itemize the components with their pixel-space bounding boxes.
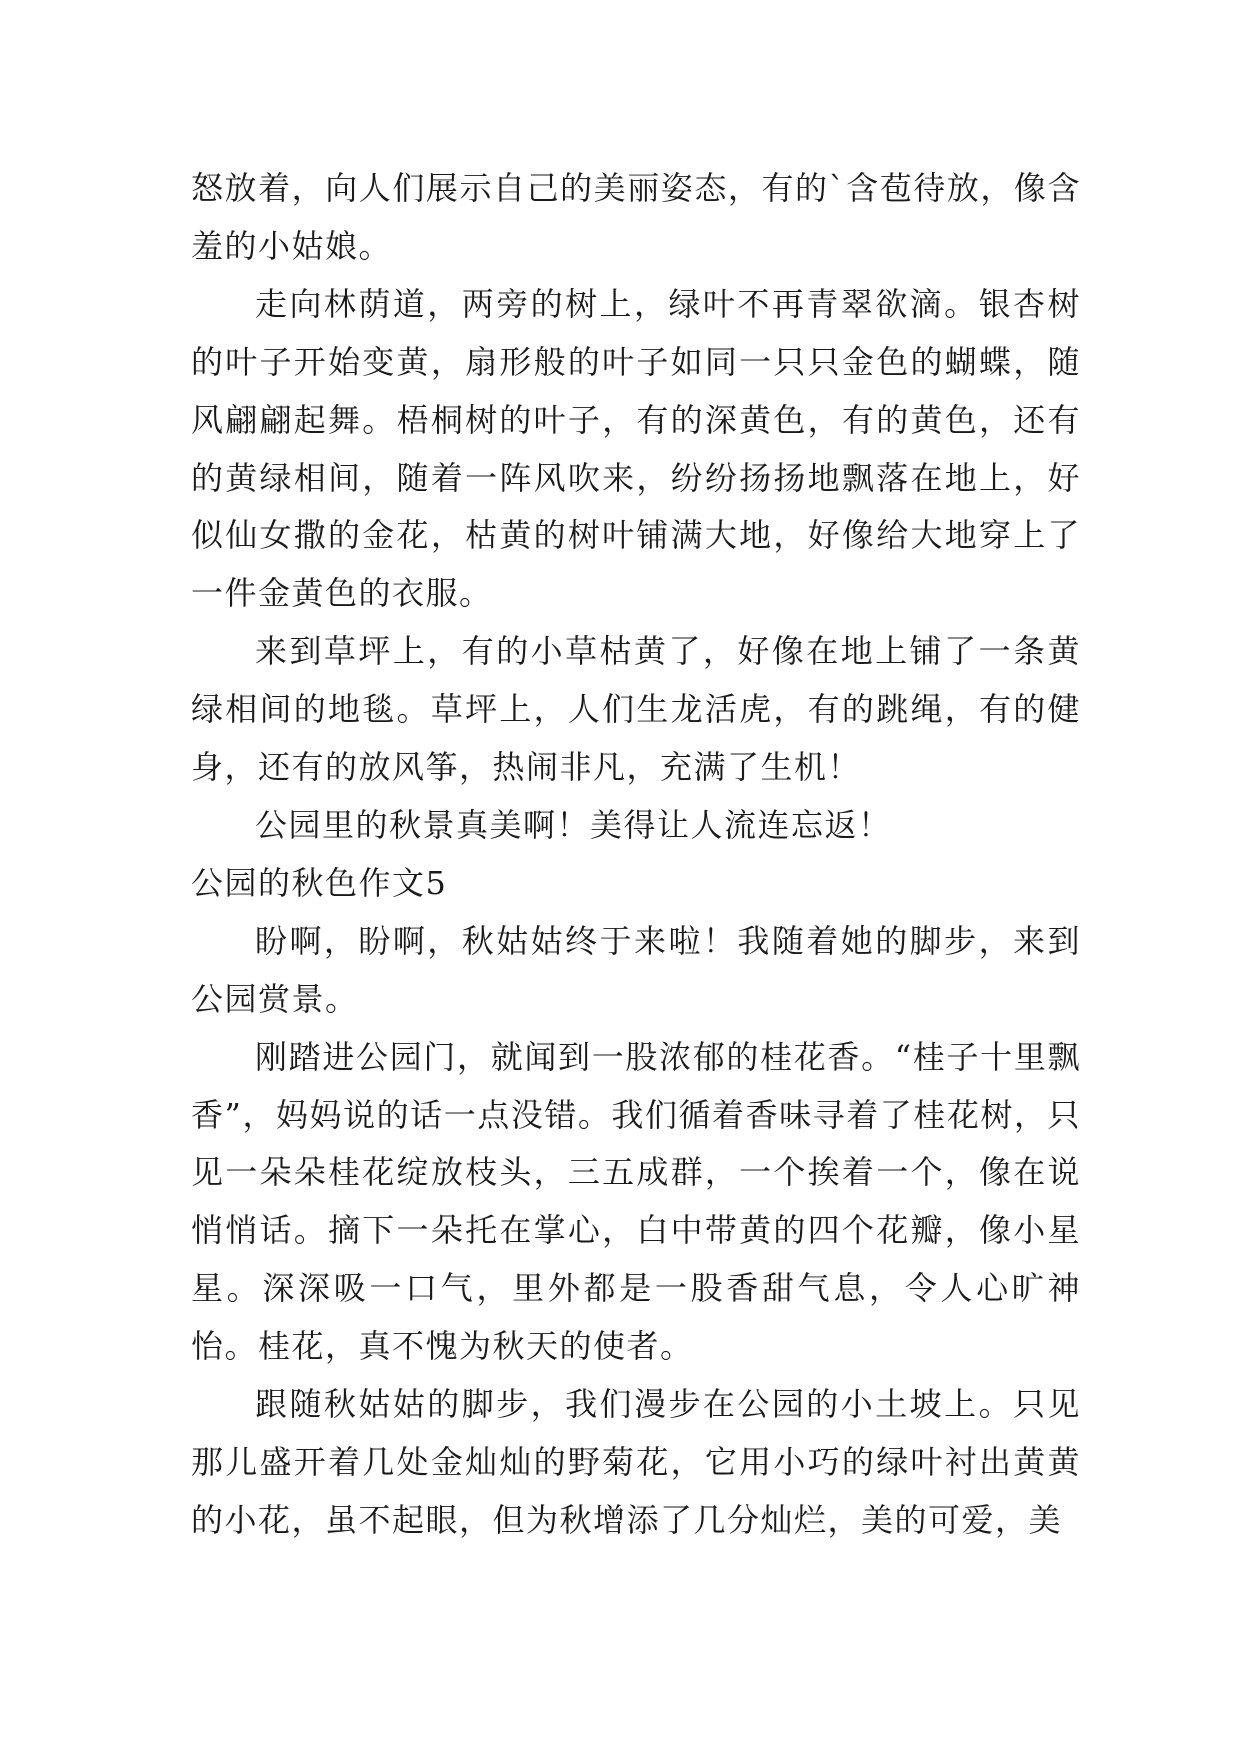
paragraph-wild-chrysanthemum: 跟随秋姑姑的脚步，我们漫步在公园的小土坡上。只见那儿盛开着几处金灿灿的野菊花，它用小巧的绿叶衬出黄黄的小花，虽不起眼，但为秋增添了几分灿烂，美的可爱，美	[191, 1385, 1081, 1539]
document-body	[191, 160, 1081, 1550]
paragraph-continuation: 怒放着，向人们展示自己的美丽姿态，有的`含苞待放，像含羞的小姑娘。	[191, 169, 1081, 265]
paragraph-osmanthus: 刚踏进公园门，就闻到一股浓郁的桂花香。“桂子十里飘香”，妈妈说的话一点没错。我们循着香味寻着了桂花树，只见一朵朵桂花绽放枝头，三五成群，一个挨着一个，像在说悄悄话。摘下一朵托在掌心，白中带黄的四个花瓣，像小星星。深深吸一口气，里外都是一股香甜气息，令人心旷神怡。桂花，真不愧为秋天的使者。	[191, 1037, 1081, 1366]
essay-heading: 公园的秋色作文5	[191, 863, 448, 902]
paragraph-intro: 盼啊，盼啊，秋姑姑终于来啦！我随着她的脚步，来到公园赏景。	[191, 921, 1081, 1018]
paragraph-lawn: 来到草坪上，有的小草枯黄了，好像在地上铺了一条黄绿相间的地毯。草坪上，人们生龙活虎，有的跳绳，有的健身，还有的放风筝，热闹非凡，充满了生机！	[191, 632, 1081, 787]
paragraph-ginkgo-path: 走向林荫道，两旁的树上，绿叶不再青翠欲滴。银杏树的叶子开始变黄，扇形般的叶子如同一只只金色的蝴蝶，随风翩翩起舞。梧桐树的叶子，有的深黄色，有的黄色，还有的黄绿相间，随着一阵风吹来，纷纷扬扬地飘落在地上，好似仙女撒的金花，枯黄的树叶铺满大地，好像给大地穿上了一件金黄色的衣服。	[191, 284, 1081, 613]
paragraph-conclusion: 公园里的秋景真美啊！美得让人流连忘返！	[255, 805, 892, 844]
